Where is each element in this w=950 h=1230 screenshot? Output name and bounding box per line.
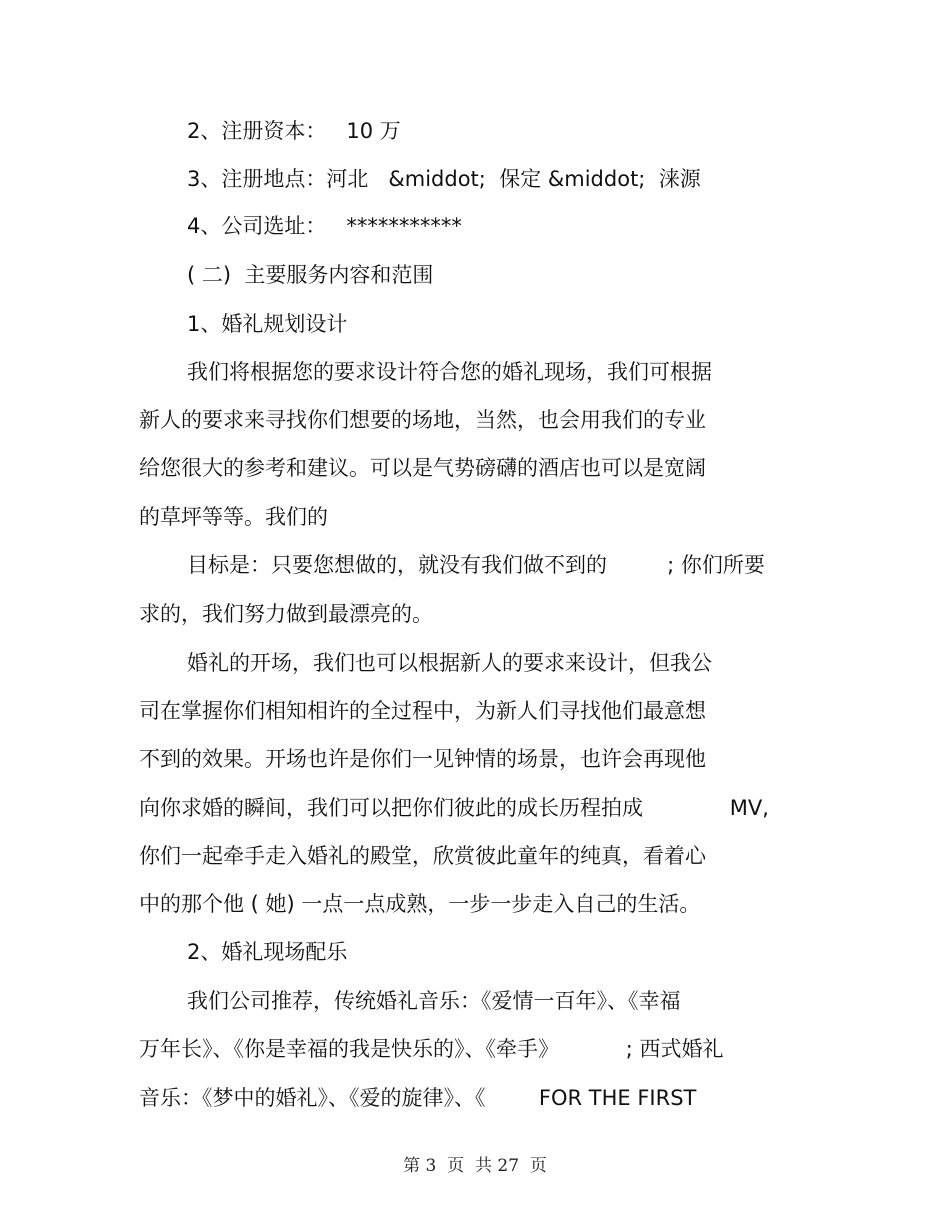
paragraph-line: 给您很大的参考和建议。可以是气势磅礴的酒店也可以是宽阔 [139, 456, 706, 480]
paragraph-line: 司在掌握你们相知相许的全过程中，为新人们寻找他们最意想 [139, 699, 706, 723]
paragraph-line: 向你求婚的瞬间，我们可以把你们彼此的成长历程拍成 MV, [139, 796, 769, 820]
paragraph-line: 你们一起牵手走入婚礼的殿堂，欣赏彼此童年的纯真，看着心 [139, 844, 706, 868]
paragraph-line: 我们公司推荐，传统婚礼音乐：《爱情一百年》、《幸福 [187, 989, 681, 1013]
paragraph-line: 万年长》、《你是幸福的我是快乐的》、《牵手》 ; 西式婚礼 [139, 1037, 724, 1061]
paragraph-line: 我们将根据您的要求设计符合您的婚礼现场，我们可根据 [187, 360, 712, 384]
text-line: 4、公司选址： *********** [187, 214, 462, 238]
paragraph-line: 中的那个他 ( 她) 一点一点成熟，一步一步走入自己的生活。 [139, 892, 701, 916]
paragraph-line: 新人的要求来寻找你们想要的场地，当然，也会用我们的专业 [139, 408, 706, 432]
paragraph-line: 的草坪等等。我们的 [139, 505, 328, 529]
subsection-heading: 2、婚礼现场配乐 [187, 940, 348, 964]
text-line: 2、注册资本： 10 万 [187, 119, 401, 143]
paragraph-line: 求的，我们努力做到最漂亮的。 [139, 602, 433, 626]
paragraph-line: 目标是：只要您想做的，就没有我们做不到的 ; 你们所要 [187, 553, 765, 577]
subsection-heading: 1、婚礼规划设计 [187, 312, 348, 336]
text-line: 3、注册地点：河北 &middot; 保定 &middot; 涞源 [187, 167, 701, 191]
paragraph-line: 不到的效果。开场也许是你们一见钟情的场景，也许会再现他 [139, 747, 706, 771]
page-number-footer: 第 3 页 共 27 页 [403, 1156, 547, 1176]
paragraph-line: 音乐：《梦中的婚礼》、《爱的旋律》、《 FOR THE FIRST [139, 1086, 697, 1110]
paragraph-line: 婚礼的开场，我们也可以根据新人的要求来设计，但我公 [187, 651, 712, 675]
section-heading: ( 二) 主要服务内容和范围 [187, 263, 434, 287]
